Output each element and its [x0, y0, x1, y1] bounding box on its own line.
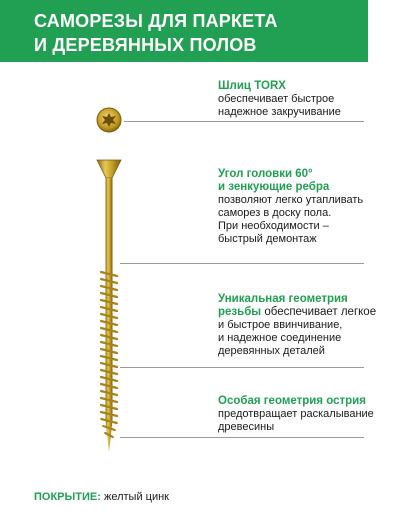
coating-value: желтый цинк	[100, 491, 169, 503]
feature-torx	[218, 80, 398, 119]
feature-thread-title-line2	[218, 306, 398, 319]
coating-label: ПОКРЫТИЕ:	[34, 491, 101, 503]
feature-head-angle-title-line2: и зенкующие ребра	[218, 181, 330, 193]
feature-head-angle	[218, 168, 398, 246]
feature-thread-title-inline: резьбы	[218, 306, 262, 318]
coating-info	[34, 491, 169, 503]
header-title-line1: САМОРЕЗЫ ДЛЯ ПАРКЕТА	[34, 11, 278, 31]
feature-head-angle-desc-line4: быстрый демонтаж	[218, 233, 317, 245]
feature-tip-title: Особая геометрия острия	[218, 395, 366, 407]
header-title-line2: И ДЕРЕВЯННЫХ ПОЛОВ	[34, 35, 257, 55]
feature-tip-desc-line1: предотвращает раскалывание	[218, 408, 374, 420]
divider-line	[120, 263, 364, 264]
feature-head-angle-desc-line1: позволяют легко утапливать	[218, 194, 364, 206]
feature-head-angle-desc-line2: саморез в доску пола.	[218, 207, 332, 219]
feature-torx-title: Шлиц TORX	[218, 80, 286, 92]
feature-thread-inline-desc: обеспечивает легкое	[261, 306, 377, 318]
screw-icon	[97, 160, 121, 452]
feature-thread-desc-line2: и надежное соединение	[218, 332, 342, 344]
torx-head-icon	[97, 108, 121, 132]
divider-line	[120, 437, 364, 438]
feature-thread-desc-line3: деревянных деталей	[218, 345, 325, 357]
feature-head-angle-desc-line3: При необходимости –	[218, 220, 329, 232]
feature-tip	[218, 395, 398, 434]
feature-head-angle-title-line1: Угол головки 60°	[218, 168, 313, 180]
feature-torx-desc-line2: надежное закручивание	[218, 106, 341, 118]
feature-thread	[218, 293, 398, 358]
feature-thread-title-line1: Уникальная геометрия	[218, 293, 348, 305]
divider-line	[124, 121, 364, 122]
feature-thread-desc-line1: и быстрое ввинчивание,	[218, 319, 343, 331]
feature-tip-desc-line2: древесины	[218, 421, 275, 433]
feature-torx-desc-line1: обеспечивает быстрое	[218, 93, 335, 105]
divider-line	[120, 367, 364, 368]
